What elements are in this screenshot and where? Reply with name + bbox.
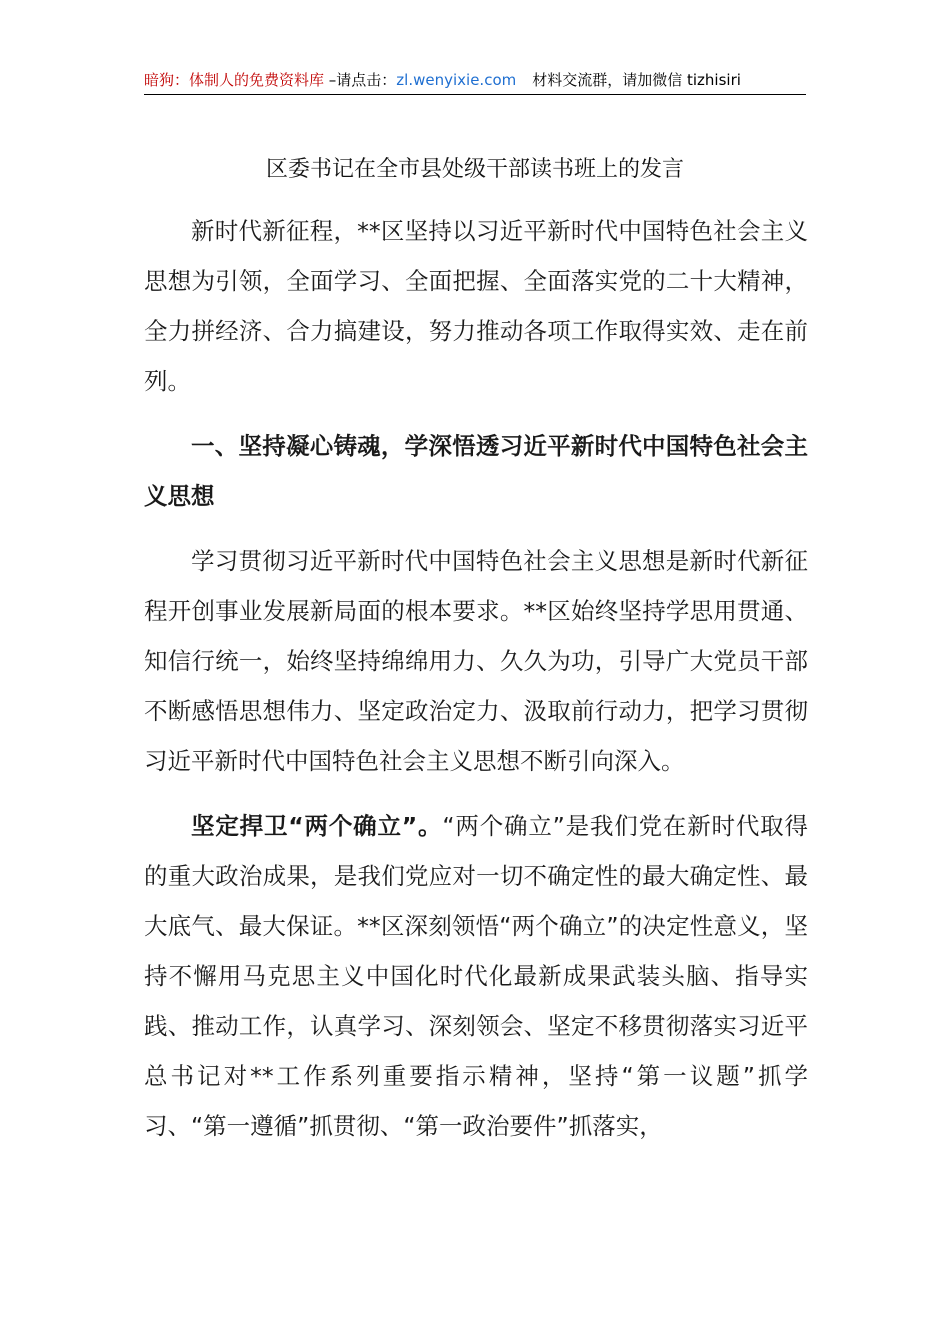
paragraph-body: “两个确立”是我们党在新时代取得的重大政治成果，是我们党应对一切不确定性的最大确定性、最大底气、最大保证。**区深刻领悟“两个确立”的决定性意义，坚持不懈用马克思主义中国化时代化最新成果武装头脑、指导实践、推动工作，认真学习、深刻领会、坚定不移贯彻落实习近平总书记对**工作系列重要指示精神，坚持“第一议题”抓学习、“第一遵循”抓贯彻、“第一政治要件”抓落实， <box>144 812 808 1140</box>
header-mid-text: –请点击： <box>324 71 397 89</box>
page-header <box>144 66 806 95</box>
section-paragraph: 学习贯彻习近平新时代中国特色社会主义思想是新时代新征程开创事业发展新局面的根本要求。**区始终坚持学思用贯通、知信行统一，始终坚持绵绵用力、久久为功，引导广大党员干部不断感悟思想伟力、坚定政治定力、汲取前行动力，把学习贯彻习近平新时代中国特色社会主义思想不断引向深入。 <box>144 547 808 775</box>
header-link[interactable]: zl.wenyixie.com <box>396 71 517 89</box>
header-right-text: 材料交流群，请加微信 tizhisiri <box>532 71 741 89</box>
section-heading: 一、坚持凝心铸魂，学深悟透习近平新时代中国特色社会主义思想 <box>144 432 808 510</box>
document-title: 区委书记在全市县处级干部读书班上的发言 <box>265 157 684 182</box>
document-body <box>144 206 808 1151</box>
header-left-text: 暗狗：体制人的免费资料库 <box>144 71 325 89</box>
paragraph-lead: 坚定捍卫“两个确立”。 <box>191 812 443 840</box>
intro-paragraph: 新时代新征程，**区坚持以习近平新时代中国特色社会主义思想为引领，全面学习、全面把握、全面落实党的二十大精神，全力拼经济、合力搞建设，努力推动各项工作取得实效、走在前列。 <box>144 217 808 395</box>
section-paragraph-2 <box>144 801 808 1151</box>
